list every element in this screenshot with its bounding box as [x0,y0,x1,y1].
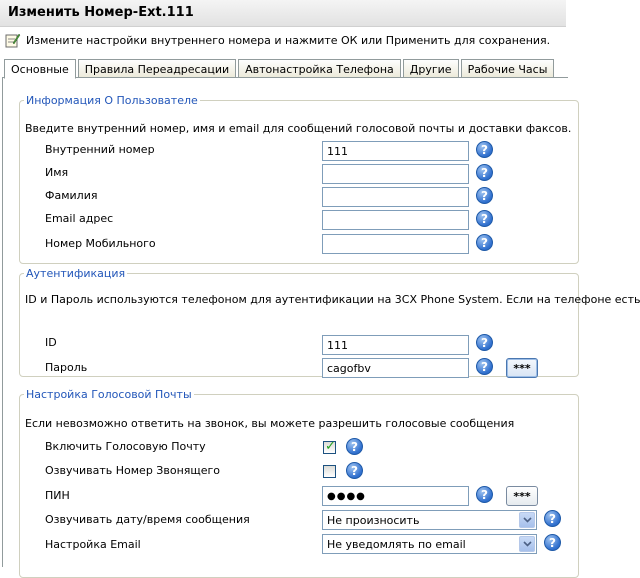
window-title: Изменить Номер-Ext.111 [8,5,194,20]
tab-strip [4,59,556,78]
first-name-field[interactable] [322,164,469,184]
first-name-label: Имя [45,166,69,179]
user-info-description: Введите внутренний номер, имя и email для сообщений голосовой почты и доставки факсов. [25,122,572,135]
help-icon[interactable]: ? [346,462,363,479]
tab-forwarding-rules[interactable]: Правила Переадресации [78,59,236,78]
email-setting-select-value: Не уведомлять по email [327,537,466,551]
datetime-label: Озвучивать дату/время сообщения [45,513,250,526]
password-label: Пароль [45,361,88,374]
chevron-down-icon[interactable] [519,512,535,528]
notepad-icon [4,32,20,48]
tab-phone-provisioning[interactable]: Автонастройка Телефона [238,59,401,78]
password-field[interactable] [322,358,469,378]
tab-content-panel [2,77,640,567]
help-icon[interactable]: ? [346,438,363,455]
extension-field[interactable] [322,141,469,161]
instruction-bar [4,31,550,49]
help-icon[interactable]: ? [476,334,493,351]
chevron-down-icon[interactable] [519,536,535,552]
last-name-field[interactable] [322,187,469,207]
email-setting-label: Настройка Email [45,538,141,551]
tab-office-hours[interactable]: Рабочие Часы [461,59,555,78]
datetime-select-value: Не произносить [327,513,420,527]
email-label: Email адрес [45,212,114,225]
user-info-legend: Информация О Пользователе [26,94,198,107]
announce-caller-checkbox[interactable] [323,465,336,478]
extension-label: Внутренний номер [45,143,155,156]
auth-description: ID и Пароль используются телефоном для аутентификации на 3CX Phone System. Если на телефоне есть [25,293,640,306]
help-icon[interactable]: ? [476,234,493,251]
help-icon[interactable]: ? [476,210,493,227]
auth-legend: Аутентификация [26,267,126,280]
email-field[interactable] [322,210,469,230]
mobile-label: Номер Мобильного [45,237,156,250]
enable-voicemail-checkbox[interactable] [323,441,336,454]
tab-general[interactable]: Основные [4,59,76,79]
help-icon[interactable]: ? [544,534,561,551]
id-label: ID [45,336,57,349]
show-password-button[interactable]: *** [506,358,538,378]
instruction-text: Измените настройки внутреннего номера и нажмите ОК или Применить для сохранения. [26,33,551,47]
voicemail-legend: Настройка Голосовой Почты [26,388,192,401]
auth-group [19,267,640,377]
help-icon[interactable]: ? [476,141,493,158]
help-icon[interactable]: ? [476,486,493,503]
help-icon[interactable]: ? [476,164,493,181]
id-field[interactable] [322,335,469,355]
help-icon[interactable]: ? [476,358,493,375]
enable-voicemail-label: Включить Голосовую Почту [45,440,206,453]
voicemail-description: Если невозможно ответить на звонок, вы можете разрешить голосовые сообщения [25,417,515,430]
help-icon[interactable]: ? [476,187,493,204]
pin-field[interactable] [322,486,469,506]
pin-label: ПИН [45,489,70,502]
announce-caller-label: Озвучивать Номер Звонящего [45,464,221,477]
last-name-label: Фамилия [45,189,98,202]
help-icon[interactable]: ? [544,510,561,527]
show-pin-button[interactable]: *** [506,486,538,506]
window-titlebar [0,0,566,27]
datetime-select[interactable] [322,510,537,530]
email-setting-select[interactable] [322,534,537,554]
tab-other[interactable]: Другие [403,59,459,78]
mobile-field[interactable] [322,234,469,254]
